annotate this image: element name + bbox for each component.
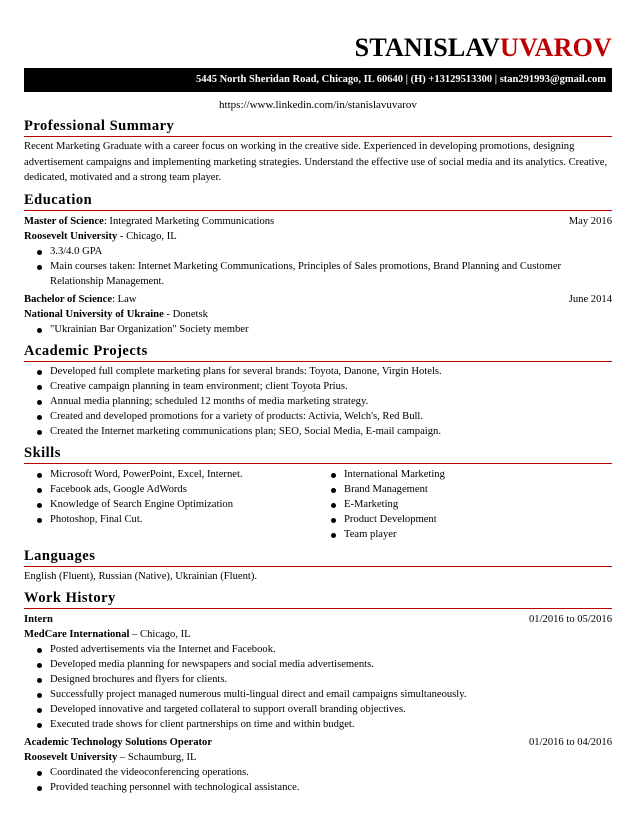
summary-heading: Professional Summary (24, 118, 612, 137)
languages-heading: Languages (24, 548, 612, 567)
summary-text: Recent Marketing Graduate with a career focus on working in the creative side. Experienced in developing promotions, designing advertisement campaigns and implementing marketing strategies. Understand the effective use of social media and its analytics. Creative, dedicated, motivated and a strong team player. (24, 141, 608, 183)
list-item: Successfully project managed numerous multi-lingual direct and email campaigns simultaneously. (50, 687, 612, 702)
skills-heading: Skills (24, 445, 612, 464)
work-entry (24, 612, 612, 732)
work-entry (24, 735, 612, 795)
linkedin-link[interactable]: https://www.linkedin.com/in/stanislavuvarov (219, 99, 417, 111)
job-dates: 01/2016 to 04/2016 (529, 737, 612, 748)
candidate-name (24, 32, 612, 64)
list-item: Developed media planning for newspapers and social media advertisements. (50, 657, 612, 672)
job-title: Intern (24, 614, 53, 625)
list-item: Executed trade shows for client partnerships on time and within budget. (50, 717, 612, 732)
list-item: Knowledge of Search Engine Optimization (50, 497, 318, 512)
list-item: Developed full complete marketing plans for several brands: Toyota, Danone, Virgin Hotels. (50, 364, 612, 379)
list-item: Designed brochures and flyers for clients. (50, 672, 612, 687)
skills-columns (24, 467, 612, 542)
school-location: - Donetsk (163, 308, 208, 320)
list-item: Creative campaign planning in team environment; client Toyota Prius. (50, 379, 612, 394)
list-item: Main courses taken: Internet Marketing Communications, Principles of Sales promotions, Brand Planning and Customer Relationship Management. (50, 259, 612, 289)
education-entry (24, 292, 612, 337)
company-name: MedCare International (24, 629, 130, 640)
list-item: Facebook ads, Google AdWords (50, 482, 318, 497)
last-name: UVAROV (500, 33, 612, 62)
education-heading: Education (24, 192, 612, 211)
degree-field: : Law (112, 293, 137, 305)
company-location: – Schaumburg, IL (117, 752, 197, 763)
school-location: - Chicago, IL (117, 230, 177, 242)
list-item: Team player (344, 527, 612, 542)
list-item: Coordinated the videoconferencing operations. (50, 765, 612, 780)
list-item: Created the Internet marketing communications plan; SEO, Social Media, E-mail campaign. (50, 424, 612, 439)
school-name: National University of Ukraine (24, 308, 164, 320)
list-item: "Ukrainian Bar Organization" Society member (50, 322, 612, 337)
company-name: Roosevelt University (24, 752, 118, 763)
list-item: Provided teaching personnel with technological assistance. (50, 780, 612, 795)
resume-page (24, 0, 612, 795)
degree: Bachelor of Science (24, 293, 113, 305)
job-dates: 01/2016 to 05/2016 (529, 614, 612, 625)
list-item: 3.3/4.0 GPA (50, 244, 612, 259)
list-item: E-Marketing (344, 497, 612, 512)
list-item: International Marketing (344, 467, 612, 482)
list-item: Microsoft Word, PowerPoint, Excel, Internet. (50, 467, 318, 482)
work-heading: Work History (24, 590, 612, 609)
projects-heading: Academic Projects (24, 343, 612, 362)
contact-bar: 5445 North Sheridan Road, Chicago, IL 60640 | (H) +13129513300 | stan291993@gmail.com (24, 68, 612, 92)
first-name: STANISLAV (354, 33, 501, 62)
school-name: Roosevelt University (24, 230, 118, 242)
degree: Master of Science (24, 215, 104, 227)
list-item: Developed innovative and targeted collateral to support overall branding objectives. (50, 702, 612, 717)
job-title: Academic Technology Solutions Operator (24, 737, 213, 748)
degree-field: : Integrated Marketing Communications (103, 215, 275, 227)
education-entry (24, 214, 612, 289)
list-item: Annual media planning; scheduled 12 months of media marketing strategy. (50, 394, 612, 409)
degree-date: May 2016 (568, 215, 612, 227)
list-item: Posted advertisements via the Internet and Facebook. (50, 642, 612, 657)
list-item: Created and developed promotions for a variety of products: Activia, Welch's, Red Bull. (50, 409, 612, 424)
list-item: Photoshop, Final Cut. (50, 512, 318, 527)
company-location: – Chicago, IL (129, 629, 191, 640)
list-item: Product Development (344, 512, 612, 527)
languages-text: English (Fluent), Russian (Native), Ukrainian (Fluent). (24, 570, 258, 582)
degree-date: June 2014 (568, 293, 612, 305)
list-item: Brand Management (344, 482, 612, 497)
